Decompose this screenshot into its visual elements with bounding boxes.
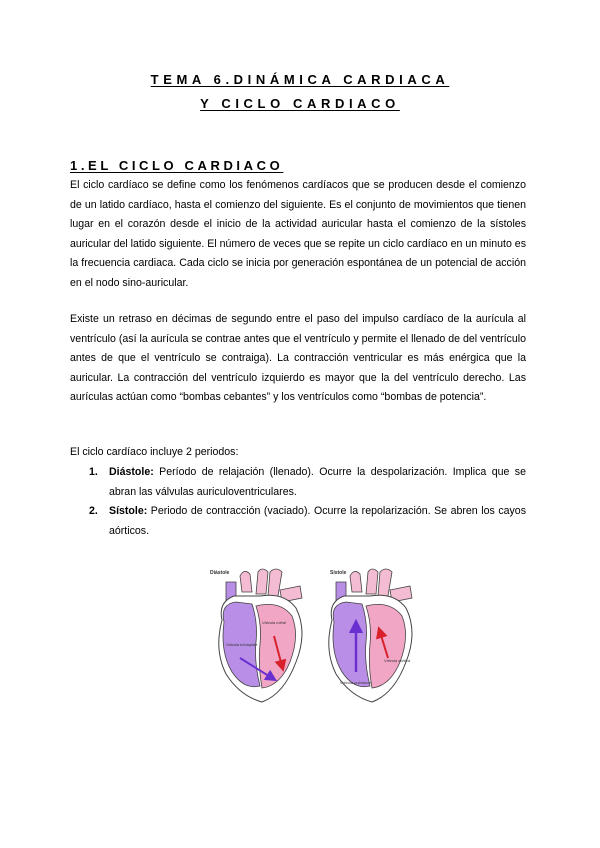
mitral-valve-label: Válvula mitral xyxy=(262,620,287,625)
aortic-valve-label: Válvula aórtica xyxy=(384,658,411,663)
paragraph-1: El ciclo cardíaco se define como los fenómenos cardíacos que se producen desde el comienzo de un latido cardíaco, hasta el comienzo del siguiente. Es el conjunto de movimientos que tienen lugar en el corazón desde el inicio de la actividad auricular hasta el comienzo de la sístoles auricular del latido siguiente. El número de veces que se repite un ciclo cardíaco en un minuto es la frecuencia cardiaca. Cada ciclo se inicia por generación espontánea de un potencial de acción en el nodo sino-auricular. xyxy=(70,179,526,289)
list-term: Diástole: xyxy=(109,466,154,478)
heart-cycle-figure xyxy=(200,562,420,712)
diastole-heart xyxy=(210,569,302,702)
list-text: Periodo de contracción (vaciado). Ocurre la repolarización. Se abren los cayos aórticos. xyxy=(109,505,526,537)
title-line-1: TEMA 6.DINÁMICA CARDIACA xyxy=(150,72,450,87)
list-term: Sístole: xyxy=(109,505,148,517)
list-text: Período de relajación (llenado). Ocurre la despolarización. Implica que se abran las válvulas auriculoventriculares. xyxy=(109,466,526,498)
systole-label: Sístole xyxy=(330,570,347,576)
tricuspid-valve-label: Válvula tricúspide xyxy=(226,642,258,647)
list-number: 1. xyxy=(89,466,98,478)
section-heading: 1.EL CICLO CARDIACO xyxy=(70,158,284,173)
paragraph-3: El ciclo cardíaco incluye 2 periodos: xyxy=(70,446,239,458)
title-line-2: Y CICLO CARDIACO xyxy=(200,96,400,111)
list-item-systole xyxy=(70,502,526,541)
paragraph-2: Existe un retraso en décimas de segundo entre el paso del impulso cardíaco de la aurícula al ventrículo (así la aurícula se contrae antes que el ventrículo y permite el llenado de del ventrículo antes de que el ventrículo se contraiga). La contracción ventricular es más enérgica que la auricular. La contracción del ventrículo izquierdo es mayor que la del ventrículo derecho. Las aurículas actúan como “bombas cebantes” y los ventrículos como “bombas de potencia”. xyxy=(70,313,526,403)
diastole-label: Diástole xyxy=(210,570,230,576)
systole-heart xyxy=(329,569,412,702)
heart-diagram xyxy=(200,562,420,712)
pulmonary-valve-label: Válvula pulmonar xyxy=(340,680,371,685)
periods-list xyxy=(70,463,526,541)
list-number: 2. xyxy=(89,505,98,517)
list-item-diastole xyxy=(70,463,526,502)
